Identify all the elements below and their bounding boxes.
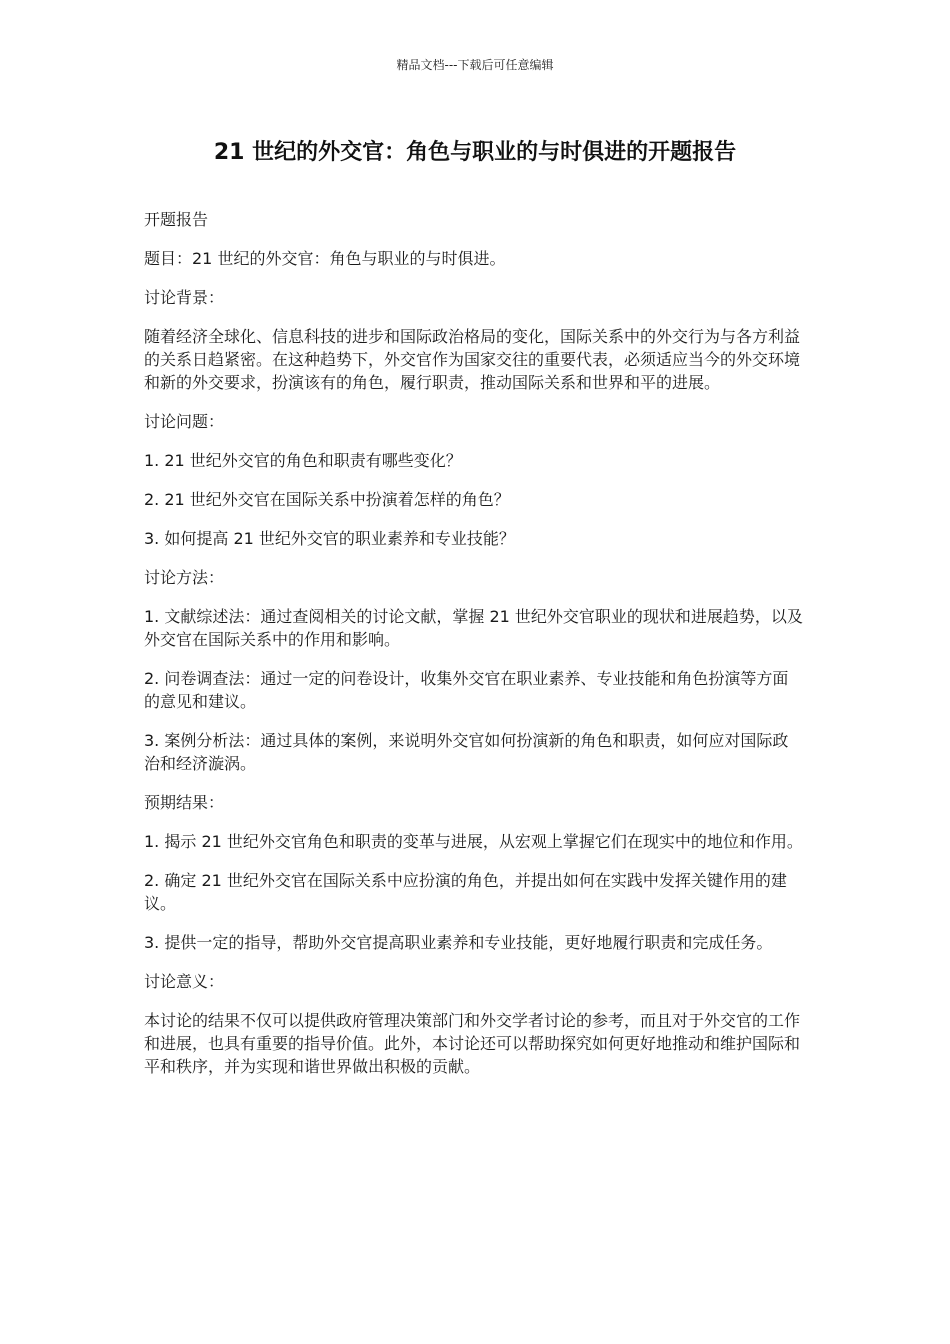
section-heading-expected-results: 预期结果：: [144, 793, 225, 812]
result-item: 3. 提供一定的指导，帮助外交官提高职业素养和专业技能，更好地履行职责和完成任务。: [144, 933, 773, 952]
method-item: 1. 文献综述法：通过查阅相关的讨论文献，掌握 21 世纪外交官职业的现状和进展趋势，以及外交官在国际关系中的作用和影响。: [144, 607, 803, 649]
method-item: 2. 问卷调查法：通过一定的问卷设计，收集外交官在职业素养、专业技能和角色扮演等方面的意见和建议。: [144, 669, 789, 711]
section-label-report: 开题报告: [144, 210, 209, 229]
page-header-text: 精品文档---下载后可任意编辑: [396, 58, 554, 72]
topic-line: 题目：21 世纪的外交官：角色与职业的与时俱进。: [144, 249, 506, 268]
significance-paragraph: 本讨论的结果不仅可以提供政府管理决策部门和外交学者讨论的参考，而且对于外交官的工作和进展，也具有重要的指导价值。此外，本讨论还可以帮助探究如何更好地推动和维护国际和平和秩序，并为实现和谐世界做出积极的贡献。: [144, 1011, 801, 1076]
method-item: 3. 案例分析法：通过具体的案例，来说明外交官如何扮演新的角色和职责，如何应对国际政治和经济漩涡。: [144, 731, 789, 773]
section-heading-background: 讨论背景：: [144, 288, 225, 307]
result-item: 2. 确定 21 世纪外交官在国际关系中应扮演的角色，并提出如何在实践中发挥关键作用的建议。: [144, 871, 787, 913]
question-item: 1. 21 世纪外交官的角色和职责有哪些变化？: [144, 451, 462, 470]
result-item: 1. 揭示 21 世纪外交官角色和职责的变革与进展，从宏观上掌握它们在现实中的地位和作用。: [144, 832, 803, 851]
document-body: [144, 208, 804, 1094]
section-heading-significance: 讨论意义：: [144, 972, 225, 991]
document-title: 21 世纪的外交官：角色与职业的与时俱进的开题报告: [213, 140, 737, 165]
section-heading-methods: 讨论方法：: [144, 568, 225, 587]
background-paragraph: 随着经济全球化、信息科技的进步和国际政治格局的变化，国际关系中的外交行为与各方利益的关系日趋紧密。在这种趋势下，外交官作为国家交往的重要代表，必须适应当今的外交环境和新的外交要求，扮演该有的角色，履行职责，推动国际关系和世界和平的进展。: [144, 327, 801, 392]
section-heading-questions: 讨论问题：: [144, 412, 225, 431]
question-item: 2. 21 世纪外交官在国际关系中扮演着怎样的角色？: [144, 490, 510, 509]
question-item: 3. 如何提高 21 世纪外交官的职业素养和专业技能？: [144, 529, 515, 548]
